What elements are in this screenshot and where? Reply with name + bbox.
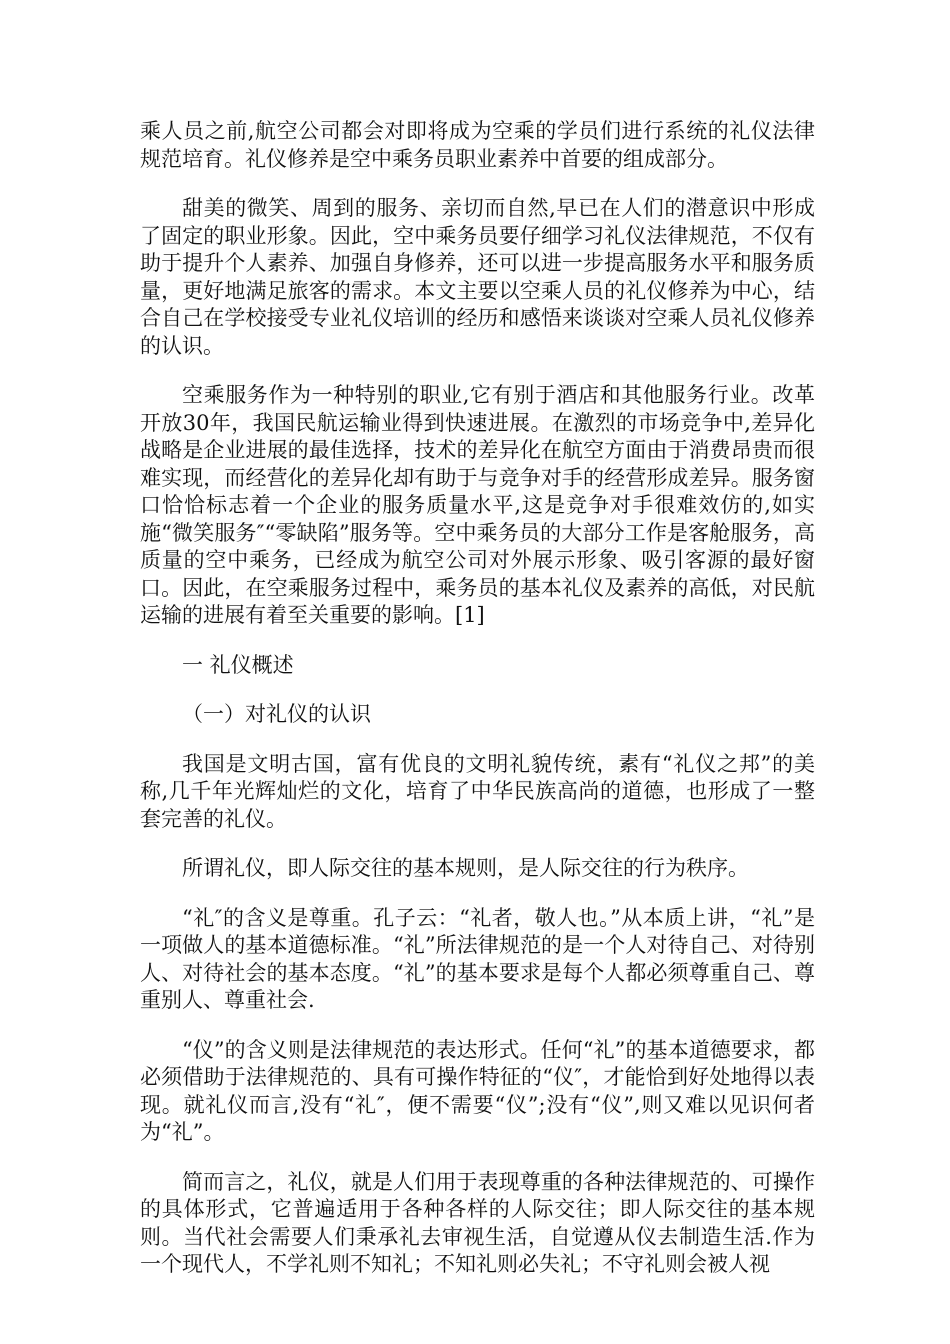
document-body bbox=[140, 118, 815, 1279]
paragraph-yi-meaning: “仪”的含义则是法律规范的表达形式。任何“礼”的基本道德要求，都必须借助于法律规范的、具有可操作特征的“仪″，才能恰到好处地得以表现。就礼仪而言,没有“礼″，便不需要“仪”;没有“仪”,则又难以见识何者为“礼”。 bbox=[140, 1037, 815, 1144]
paragraph-definition: 所谓礼仪，即人际交往的基本规则，是人际交往的行为秩序。 bbox=[182, 856, 749, 880]
paragraph-civilization: 我国是文明古国，富有优良的文明礼貌传统，素有“礼仪之邦”的美称,几千年光辉灿烂的文化，培育了中华民族高尚的道德，也形成了一整套完善的礼仪。 bbox=[140, 751, 815, 831]
paragraph-li-meaning: “礼″的含义是尊重。孔子云：“礼者，敬人也。”从本质上讲，“礼”是一项做人的基本道德标准。“礼”所法律规范的是一个人对待自己、对待别人、对待社会的基本态度。“礼”的基本要求是每个人都必须尊重自己、尊重别人、尊重社会. bbox=[140, 905, 815, 1012]
section-heading: 一 礼仪概述 bbox=[182, 652, 294, 677]
subsection-heading: （一）对礼仪的认识 bbox=[182, 702, 371, 726]
paragraph-professional-image: 甜美的微笑、周到的服务、亲切而自然,早已在人们的潜意识中形成了固定的职业形象。因此，空中乘务员要仔细学习礼仪法律规范，不仅有助于提升个人素养、加强自身修养，还可以进一步提高服务水平和服务质量，更好地满足旅客的需求。本文主要以空乘人员的礼仪修养为中心，结合自己在学校接受专业礼仪培训的经历和感悟来谈谈对空乘人员礼仪修养的认识。 bbox=[140, 196, 815, 358]
paragraph-summary: 简而言之，礼仪，就是人们用于表现尊重的各种法律规范的、可操作的具体形式，它普遍适用于各种各样的人际交往；即人际交往的基本规则。当代社会需要人们秉承礼去审视生活，自觉遵从仪去制造生活.作为一个现代人，不学礼则不知礼；不知礼则必失礼；不守礼则会被人视 bbox=[140, 1169, 815, 1276]
paragraph-cabin-service: 空乘服务作为一种特别的职业,它有别于酒店和其他服务行业。改革开放30年，我国民航运输业得到快速进展。在激烈的市场竞争中,差异化战略是企业进展的最佳选择，技术的差异化在航空方面由于消费昂贵而很难实现，而经营化的差异化却有助于与竞争对手的经营形成差异。服务窗口恰恰标志着一个企业的服务质量水平,这是竞争对手很难效仿的,如实施“微笑服务″“零缺陷”服务等。空中乘务员的大部分工作是客舱服务，高质量的空中乘务，已经成为航空公司对外展示形象、吸引客源的最好窗口。因此，在空乘服务过程中，乘务员的基本礼仪及素养的高低，对民航运输的进展有着至关重要的影响。[1] bbox=[140, 383, 815, 627]
paragraph-continued: 乘人员之前,航空公司都会对即将成为空乘的学员们进行系统的礼仪法律规范培育。礼仪修养是空中乘务员职业素养中首要的组成部分。 bbox=[140, 119, 815, 171]
